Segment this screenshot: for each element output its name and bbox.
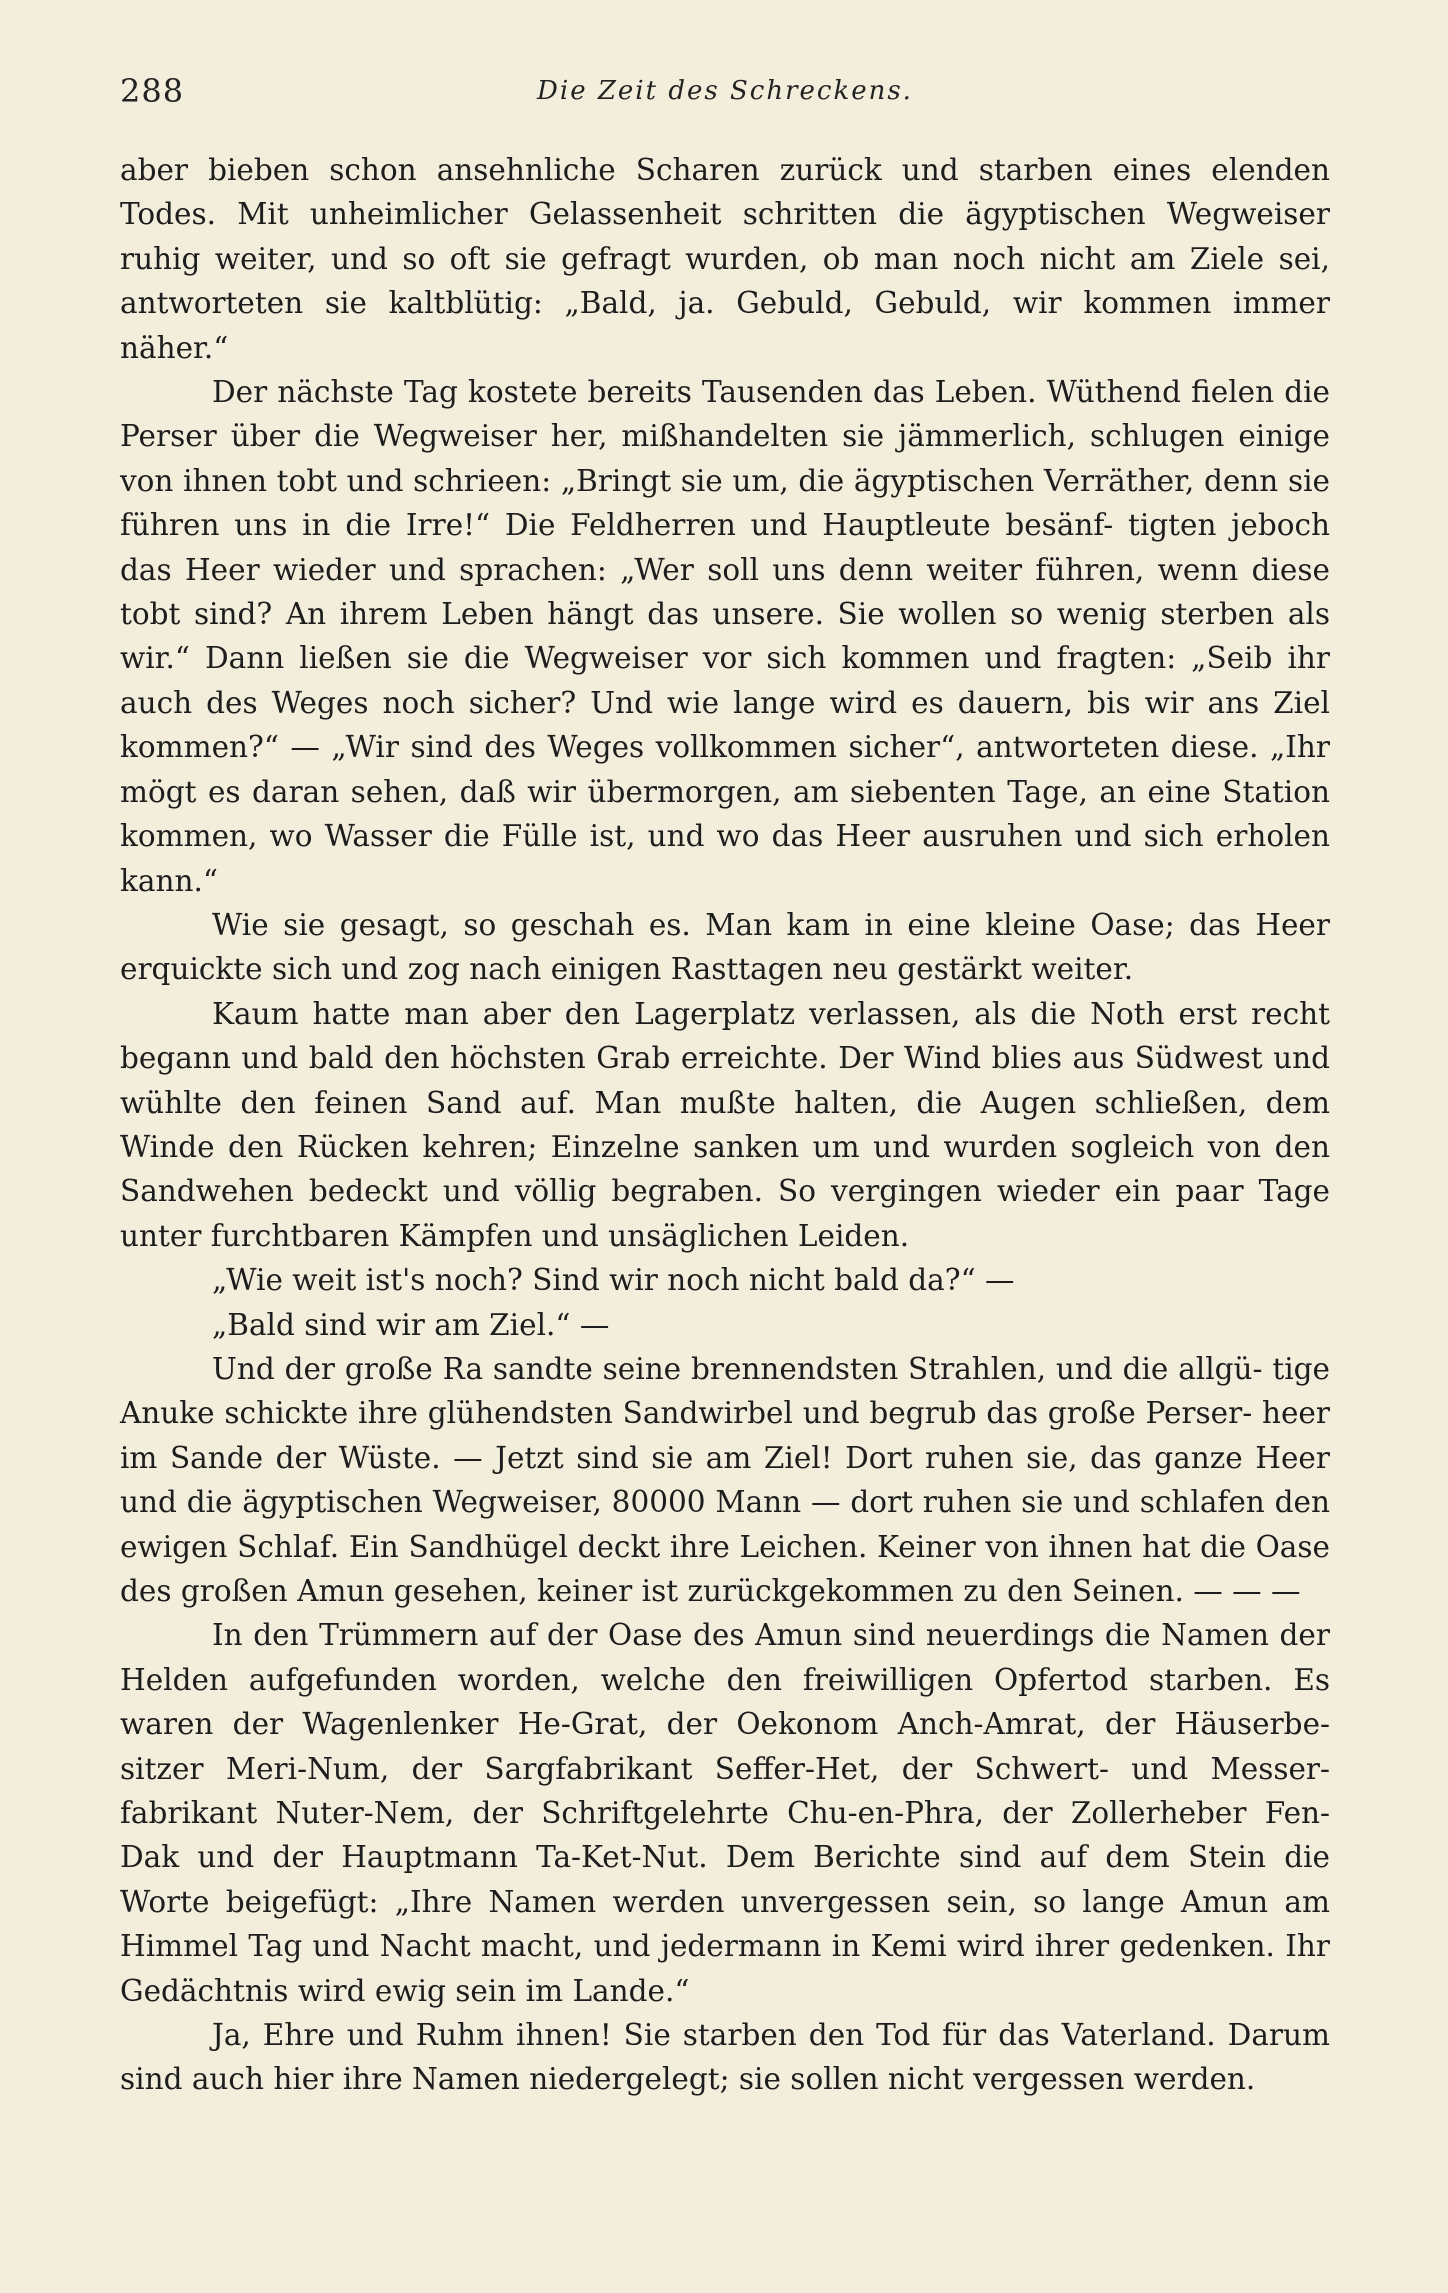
dialogue-line-1: „Wie weit ist's noch? Sind wir noch nicht bald da?“ — (212, 1263, 1015, 1298)
paragraph-7: Ja, Ehre und Ruhm ihnen! Sie starben den Tod für das Vaterland. Darum sind auch hier ihre Namen niedergelegt; sie sollen nicht vergessen werden. (120, 2018, 1330, 2097)
paragraph-3: Wie sie gesagt, so geschah es. Man kam in eine kleine Oase; das Heer erquickte sich und zog nach einigen Rasttagen neu gestärkt weiter. (120, 907, 1330, 987)
page-header (120, 72, 1330, 122)
paragraph-2: Der nächste Tag kostete bereits Tausenden das Leben. Wüthend fielen die Perser über die Wegweiser her, mißhandelten sie jämmerlich, schlugen einige von ihnen tobt und schrieen: „Bringt sie um, die ägyptischen Verräther, denn sie führen uns in die Irre!“ Die Feldherren und Hauptleute besänf- tigten jeboch das Heer wieder und sprachen: „Wer soll uns denn weiter führen, wenn diese tobt sind? An ihrem Leben hängt das unsere. Sie wollen so wenig sterben als wir.“ Dann ließen sie die Wegweiser vor sich kommen und fragten: „Seib ihr auch des Weges noch sicher? Und wie lange wird es dauern, bis wir ans Ziel kommen?“ — „Wir sind des Weges vollkommen sicher“, antworteten diese. „Ihr mögt es daran sehen, daß wir übermorgen, am siebenten Tage, an eine Station kommen, wo Wasser die Fülle ist, und wo das Heer ausruhen und sich erholen kann.“ (120, 375, 1330, 898)
paragraph-4: Kaum hatte man aber den Lagerplatz verlassen, als die Noth erst recht begann und bald den höchsten Grab erreichte. Der Wind blies aus Südwest und wühlte den feinen Sand auf. Man mußte halten, die Augen schließen, dem Winde den Rücken kehren; Einzelne sanken um und wurden sogleich von den Sandwehen bedeckt und völlig begraben. So vergingen wieder ein paar Tage unter furchtbaren Kämpfen und unsäglichen Leiden. (120, 996, 1330, 1253)
running-title: Die Zeit des Schreckens. (537, 76, 913, 106)
paragraph-1: aber bieben schon ansehnliche Scharen zurück und starben eines elenden Todes. Mit unheimlicher Gelassenheit schritten die ägyptischen Wegweiser ruhig weiter, und so oft sie gefragt wurden, ob man noch nicht am Ziele sei, antworteten sie kaltblütig: „Bald, ja. Gebuld, Gebuld, wir kommen immer näher.“ (120, 153, 1330, 365)
page-number: 288 (120, 72, 185, 110)
dialogue-line-2: „Bald sind wir am Ziel.“ — (212, 1307, 610, 1342)
body-text (120, 148, 1330, 2102)
paragraph-5: Und der große Ra sandte seine brennendsten Strahlen, und die allgü- tige Anuke schickte ihre glühendsten Sandwirbel und begrub das große Perser- heer im Sande der Wüste. — Jetzt sind sie am Ziel! Dort ruhen sie, das ganze Heer und die ägyptischen Wegweiser, 80000 Mann — dort ruhen sie und schlafen den ewigen Schlaf. Ein Sandhügel deckt ihre Leichen. Keiner von ihnen hat die Oase des großen Amun gesehen, keiner ist zurückgekommen zu den Seinen. — — — (120, 1351, 1330, 1608)
paragraph-6: In den Trümmern auf der Oase des Amun sind neuerdings die Namen der Helden aufgefunden worden, welche den freiwilligen Opfertod starben. Es waren der Wagenlenker He-Grat, der Oekonom Anch-Amrat, der Häuserbe- sitzer Meri-Num, der Sargfabrikant Seffer-Het, der Schwert- und Messer- fabrikant Nuter-Nem, der Schriftgelehrte Chu-en-Phra, der Zollerheber Fen- Dak und der Hauptmann Ta-Ket-Nut. Dem Berichte sind auf dem Stein die Worte beigefügt: „Ihre Namen werden unvergessen sein, so lange Amun am Himmel Tag und Nacht macht, und jedermann in Kemi wird ihrer gedenken. Ihr Gedächtnis wird ewig sein im Lande.“ (120, 1618, 1330, 2008)
